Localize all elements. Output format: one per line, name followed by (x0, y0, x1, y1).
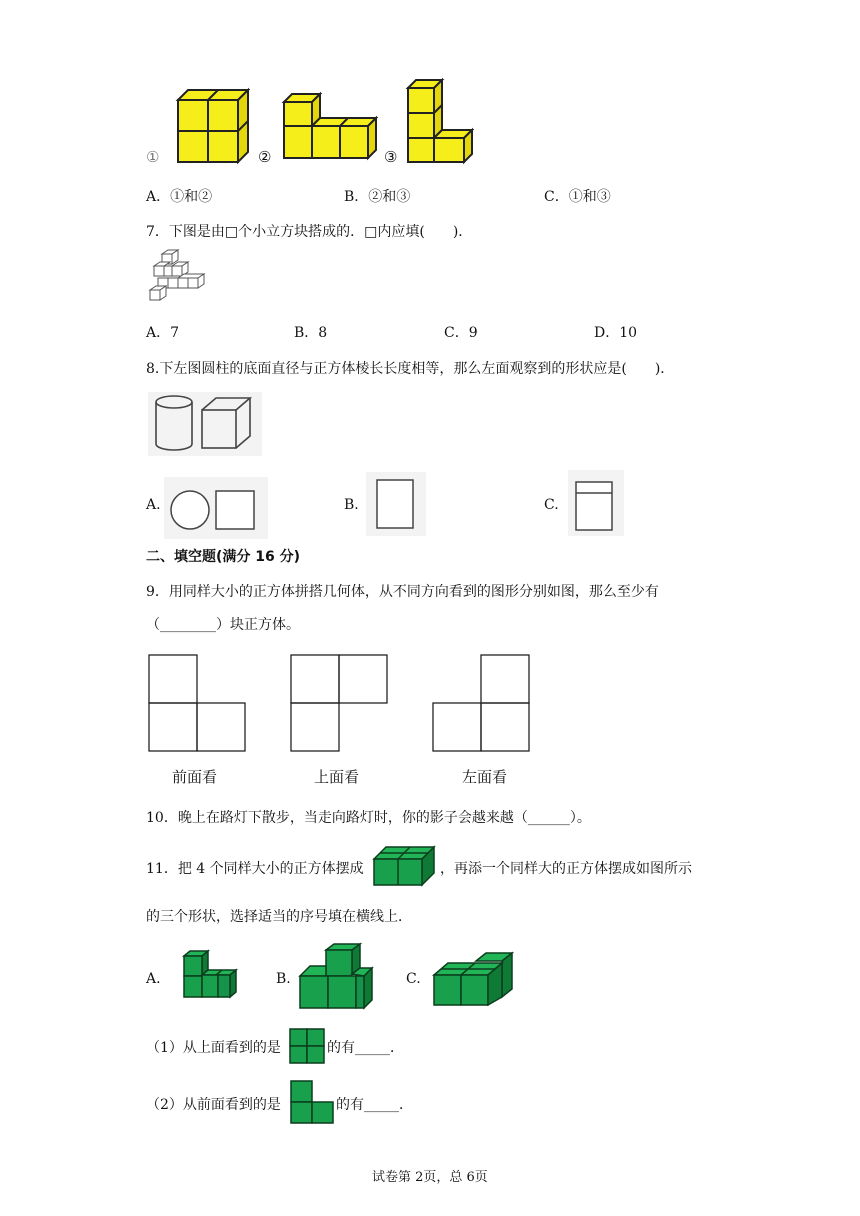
q6-mark-1: ① (146, 148, 160, 166)
q7-option-a[interactable]: A．7 (146, 325, 180, 341)
q6-option-c[interactable]: C．①和③ (544, 189, 611, 205)
q10-stem[interactable]: 10．晚上在路灯下散步，当走向路灯时，你的影子会越来越（______）。 (146, 810, 591, 826)
q6-mark-3: ③ (384, 148, 398, 166)
q11-option-b-label[interactable]: B. (276, 971, 291, 987)
q11-stem-b: ，再添一个同样大的正方体摆成如图所示 (440, 861, 692, 877)
q11-option-c-shape (432, 953, 514, 1007)
q7-stem: 7．下图是由□个小立方块搭成的．□内应填( )． (146, 224, 473, 240)
q9-view-label-top: 上面看 (314, 768, 360, 786)
q8-option-a-figure (164, 477, 268, 539)
q7-option-b[interactable]: B．8 (294, 325, 328, 341)
q11-sub2-front-view (290, 1080, 334, 1126)
q6-shape-1 (174, 86, 254, 170)
q9-view-label-front: 前面看 (172, 768, 218, 786)
q11-sub1-a: （1）从上面看到的是 (146, 1040, 281, 1056)
q11-option-a-label[interactable]: A. (146, 971, 161, 987)
q11-stem-line2: 的三个形状，选择适当的序号填在横线上． (146, 909, 412, 925)
q9-stem-line1: 9．用同样大小的正方体拼搭几何体，从不同方向看到的图形分别如图，那么至少有 (146, 584, 659, 600)
q11-option-a-shape (182, 950, 238, 1000)
q11-stem-a: 11．把 4 个同样大小的正方体摆成 (146, 861, 364, 877)
q9-stem-line2[interactable]: （________）块正方体。 (146, 617, 300, 633)
section-title: 二、填空题(满分 16 分) (146, 549, 301, 565)
q6-option-a[interactable]: A．①和② (146, 189, 213, 205)
q7-cube-figure (144, 250, 214, 310)
q8-option-b-label[interactable]: B. (344, 497, 359, 513)
q9-view-label-left: 左面看 (462, 768, 508, 786)
q11-sub2-a: （2）从前面看到的是 (146, 1097, 281, 1113)
q9-view-front (148, 654, 248, 754)
q8-option-a-label[interactable]: A. (146, 497, 161, 513)
q6-mark-2: ② (258, 148, 272, 166)
q11-option-b-shape (298, 944, 374, 1010)
q8-option-b-figure (366, 472, 426, 536)
q8-option-c-figure (568, 470, 624, 536)
q7-option-d[interactable]: D．10 (594, 325, 638, 341)
q11-base-shape (372, 843, 438, 887)
q8-stem: 8.下左图圆柱的底面直径与正方体棱长长度相等，那么左面观察到的形状应是( )． (146, 361, 675, 377)
q6-shape-3 (404, 78, 480, 168)
q6-option-b[interactable]: B．②和③ (344, 189, 411, 205)
q11-option-c-label[interactable]: C. (406, 971, 421, 987)
q8-option-c-label[interactable]: C. (544, 497, 559, 513)
q9-view-left (432, 654, 532, 754)
q11-sub1-b[interactable]: 的有_____． (327, 1040, 404, 1056)
q11-sub2-b[interactable]: 的有_____． (336, 1097, 413, 1113)
q6-figure (140, 76, 480, 172)
q9-view-top (290, 654, 390, 754)
q6-shape-2 (280, 90, 380, 162)
q8-cylinder-cube-figure (148, 392, 262, 456)
q11-sub1-top-view (289, 1028, 325, 1064)
page-footer: 试卷第 2页，总 6页 (372, 1170, 488, 1185)
q7-option-c[interactable]: C．9 (444, 325, 478, 341)
